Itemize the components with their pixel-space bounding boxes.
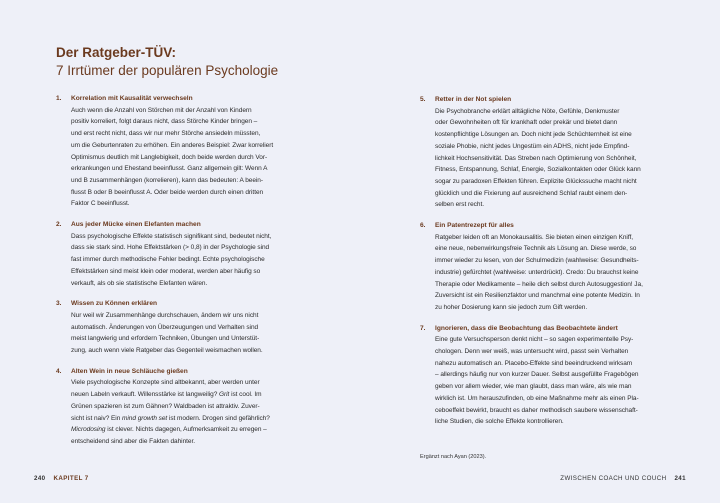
- list-item-4: [56, 366, 328, 448]
- text-line: Faktor C beeinflusst.: [71, 200, 130, 208]
- item-heading: Retter in der Not spielen: [435, 96, 512, 103]
- text-run-italic: Microdosing: [71, 426, 106, 434]
- text-line: dass sie stark sind. Hohe Effektstärken (> 0,8) in der Psychologie sind: [71, 244, 270, 252]
- text-line: und B zusammenhängen (korrelieren), kann das bedeuten: A beein-: [71, 176, 263, 184]
- left-column: [56, 93, 328, 457]
- text-line: wirklich ist. Um herauszufinden, ob eine Maßnahme mehr als einen Pla-: [435, 394, 639, 402]
- text-line: Die Psychobranche erklärt alltägliche Nöte, Gefühle, Denkmuster: [435, 107, 620, 115]
- text-line: oder Gewohnheiten oft für krankhaft oder prekär und bietet dann: [435, 119, 618, 127]
- text-line: Ratgeber leiden oft an Monokausalitis. Sie bieten einen einzigen Kniff,: [435, 233, 633, 241]
- list-item-2: [56, 219, 328, 289]
- text-line: sogar zu paradoxen Effekten führen. Explizite Glückssuche macht nicht: [435, 177, 637, 185]
- text-line: zu hoher Dosierung kann sie jedoch zum Gift werden.: [435, 303, 588, 311]
- item-body: [71, 310, 328, 357]
- item-number: 1.: [56, 95, 62, 102]
- box-title: [56, 44, 356, 81]
- chapter-label: KAPITEL 7: [53, 475, 89, 482]
- text-line: positiv korreliert, folgt daraus nicht, dass Störche Kinder bringen –: [71, 118, 258, 126]
- item-body: [435, 334, 686, 428]
- item-body: [71, 105, 328, 210]
- text-line: und erst recht nicht, dass wir nur mehr Störche ansiedeln müssten,: [71, 130, 261, 138]
- item-number: 7.: [420, 324, 426, 332]
- text-line: automatisch. Änderungen von Überzeugungen und Verhalten sind: [71, 323, 259, 331]
- item-body: [71, 231, 328, 290]
- text-line: Auch wenn die Anzahl von Störchen mit der Anzahl von Kindern: [71, 106, 252, 114]
- text-line: Grünen spazieren ist zum Gähnen? Waldbaden ist attraktiv. Zuver-: [71, 402, 260, 410]
- item-body: [71, 377, 328, 447]
- text-line: [71, 413, 328, 425]
- item-number: 3.: [56, 300, 62, 308]
- text-line: chologen. Denn wer weiß, was untersucht wird, passt sein Verhalten: [435, 348, 629, 356]
- item-number: 2.: [56, 221, 62, 229]
- text-line: glücklich und die Fixierung auf ausreichend Schlaf raubt einem den-: [435, 189, 628, 197]
- list-item-3: [56, 298, 328, 357]
- text-line: Optimismus deutlich mit Langlebigkeit, doch beide werden durch Vor-: [71, 153, 268, 161]
- text-line: kostenpflichtige Lösungen an. Doch nicht jede Schüchternheit ist eine: [435, 131, 632, 139]
- item-heading: Wissen zu Können erklären: [71, 300, 158, 308]
- list-item-7: [420, 323, 686, 428]
- text-line: Viele psychologische Konzepte sind altbekannt, aber werden unter: [71, 379, 260, 387]
- list-item-6: [420, 220, 686, 314]
- text-line: Nur weil wir Zusammenhänge durchschauen, ändern wir uns nicht: [71, 311, 259, 319]
- title-line-2: 7 Irrtümer der populären Psychologie: [56, 63, 279, 78]
- text-line: Therapie oder Medikamente – heile dich selbst durch Autosuggestion! Ja,: [435, 280, 643, 288]
- item-heading: Aus jeder Mücke einen Elefanten machen: [71, 221, 201, 229]
- footer-right: [560, 475, 686, 482]
- text-run-italic: Grit: [219, 391, 230, 399]
- text-line: verkauft, als ob sie statistische Elefanten wären.: [71, 279, 208, 287]
- text-line: flusst B oder B beeinflusst A. Oder beide werden durch einen dritten: [71, 188, 264, 196]
- text-line: meist langwierig und erfordern Techniken, Übungen und Unterstüt-: [71, 335, 260, 343]
- right-column: [420, 94, 686, 437]
- item-heading: Ein Patentrezept für alles: [435, 222, 514, 230]
- text-run: ist modern. Drogen sind gefährlich?: [168, 414, 270, 422]
- text-line: Fitness, Entspannung, Schlaf, Energie, Sozialkontakten oder Glück kann: [435, 166, 641, 174]
- text-line: zung, auch wenn viele Ratgeber das Gegenteil weismachen wollen.: [71, 347, 263, 355]
- text-line: nahezu automatisch an. Placebo-Effekte sind beeindruckend wirksam: [435, 359, 633, 367]
- page-number-right: 241: [674, 475, 686, 482]
- text-line: geben vor allem wieder, wie man glaubt, dass man wäre, als wie man: [435, 383, 632, 391]
- item-body: [435, 106, 686, 211]
- text-run: ist cool. Im: [231, 391, 262, 399]
- text-run: neuen Labeln verkauft. Willensstärke ist langweilig?: [71, 391, 218, 399]
- text-run: sicht ist naiv? Ein: [71, 414, 121, 422]
- text-line: eine neue, nebenwirkungsfreie Technik als Lösung an. Diese werde, so: [435, 245, 637, 253]
- source-note: Ergänzt nach Ayan (2023).: [420, 454, 487, 460]
- text-line: [71, 424, 328, 436]
- text-line: Zuversicht ist ein Resilienzfaktor und manchmal eine potente Medizin. In: [435, 292, 640, 300]
- text-line: ceboeffekt bewirkt, braucht es daher methodisch saubere wissenschaft-: [435, 406, 638, 414]
- text-line: erkrankungen und Ehestand beeinflusst. Ganz allgemein gilt: Wenn A: [71, 165, 268, 173]
- text-line: selben erst recht.: [435, 201, 484, 209]
- text-line: fast immer durch methodische Fehler bedingt. Echte psychologische: [71, 256, 265, 264]
- text-line: liche Studien, die solche Effekte kontrollieren.: [435, 418, 564, 426]
- item-heading: Ignorieren, dass die Beobachtung das Beobachtete ändert: [435, 324, 618, 332]
- text-line: Eine gute Versuchsperson denkt nicht – so sagen experimentelle Psy-: [435, 336, 634, 344]
- footer-left: [34, 475, 89, 482]
- item-number: 4.: [56, 367, 62, 375]
- text-line: soziale Phobie, nicht jedes Ungestüm ein ADHS, nicht jede Empfind-: [435, 142, 630, 150]
- item-heading: Korrelation mit Kausalität verwechseln: [71, 95, 193, 102]
- text-line: Effektstärken sind meist klein oder moderat, werden aber häufig so: [71, 267, 261, 275]
- title-line-1: Der Ratgeber-TÜV:: [56, 45, 177, 60]
- list-item-5: [420, 94, 686, 211]
- text-line: lichkeit Hochsensitivität. Das Streben nach Optimierung von Schönheit,: [435, 154, 637, 162]
- item-number: 5.: [420, 96, 426, 103]
- text-line: immer wieder zu lesen, von der Schulmedizin (wahlweise: Gesundheits-: [435, 257, 639, 265]
- text-line: – allerdings häufig nur von kurzer Dauer. Selbst ausgefüllte Fragebögen: [435, 371, 639, 379]
- text-line: industrie) gefürchtet (wahlweise: unterdrückt). Credo: Du brauchst keine: [435, 268, 639, 276]
- text-run-italic: mind growth set: [122, 414, 168, 422]
- item-number: 6.: [420, 222, 426, 230]
- text-line: entscheidend sind aber die Fakten dahinter.: [71, 437, 195, 445]
- item-heading: Alten Wein in neue Schläuche gießen: [71, 367, 188, 375]
- item-body: [435, 232, 686, 314]
- text-line: um die Geburtenraten zu erhöhen. Ein anderes Beispiel: Zwar korreliert: [71, 141, 274, 149]
- list-item-1: [56, 93, 328, 210]
- running-title: ZWISCHEN COACH UND COUCH: [560, 475, 667, 482]
- text-line: Dass psychologische Effekte statistisch signifikant sind, bedeutet nicht,: [71, 232, 272, 240]
- page-number-left: 240: [34, 475, 46, 482]
- text-line: [71, 389, 328, 401]
- text-run: ist clever. Nichts dagegen, Aufmerksamkeit zu erregen –: [107, 426, 267, 434]
